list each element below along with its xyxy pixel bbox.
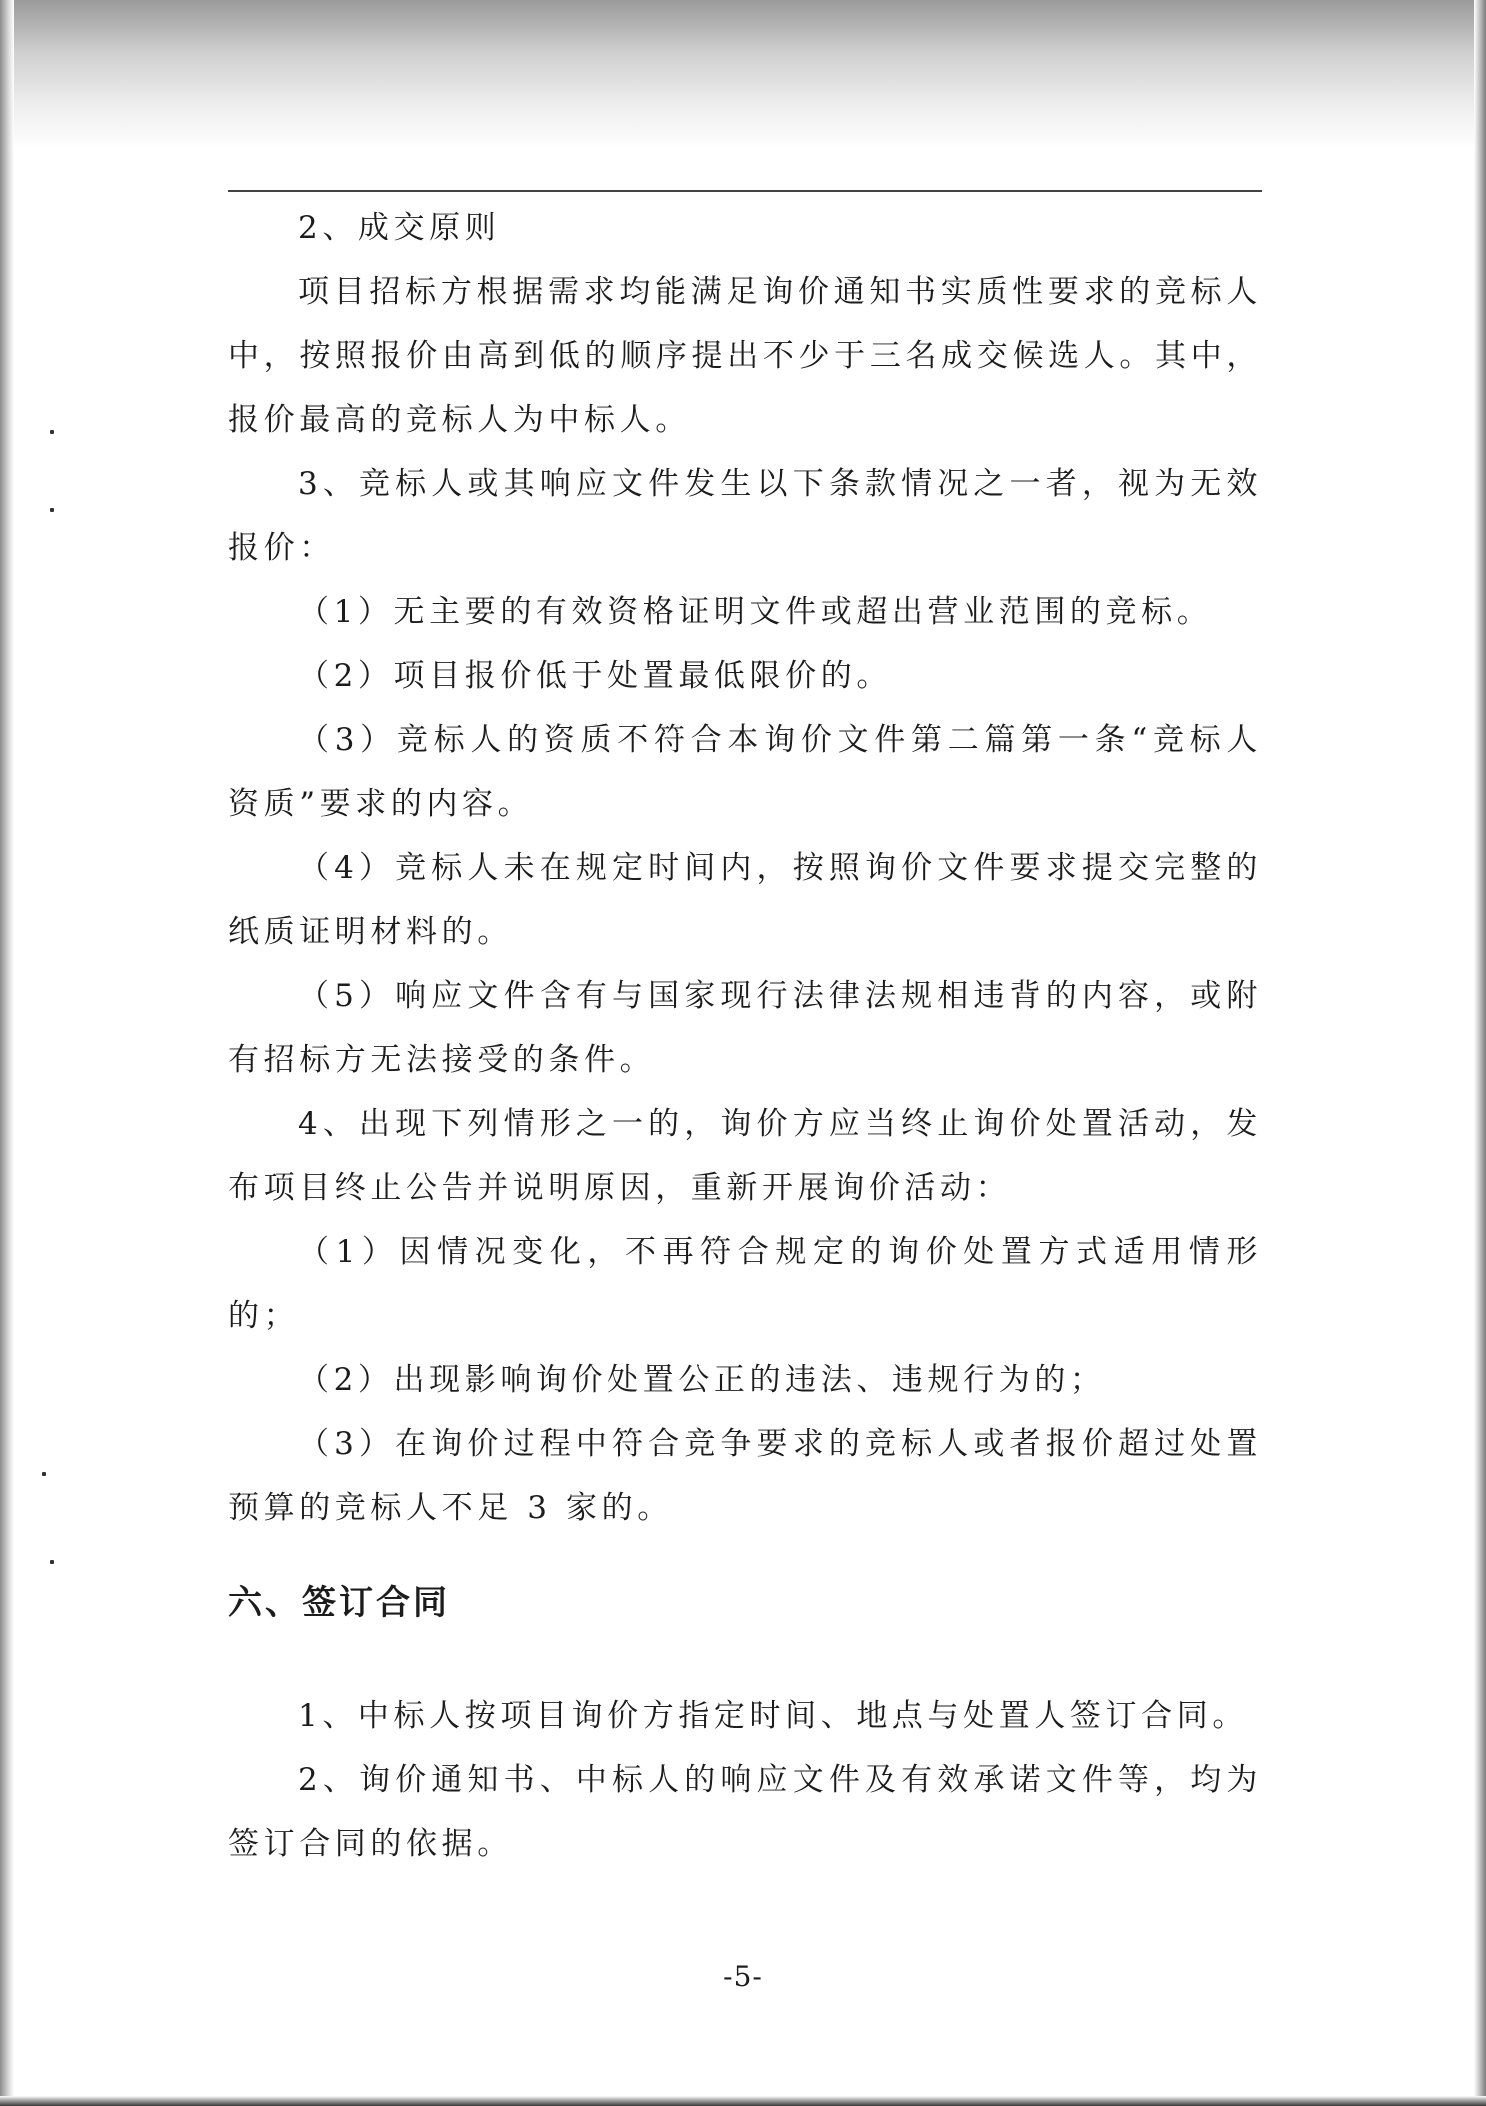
scan-shadow-left (0, 0, 14, 2106)
scan-shadow-bottom (0, 2096, 1486, 2106)
paragraph-termination-conditions: 4、出现下列情形之一的，询价方应当终止询价处置活动，发布项目终止公告并说明原因，重新开展询价活动： (228, 1106, 1262, 1206)
paragraph-transaction-principle-heading: 2、成交原则 (298, 210, 501, 246)
paragraph-invalid-item-5: （5）响应文件含有与国家现行法律法规相违背的内容，或附有招标方无法接受的条件。 (228, 978, 1262, 1078)
scan-shadow-right (1474, 0, 1486, 2106)
paragraph-invalid-quote-conditions: 3、竞标人或其响应文件发生以下条款情况之一者，视为无效报价： (228, 466, 1262, 566)
paragraph-termination-item-1: （1）因情况变化，不再符合规定的询价处置方式适用情形的； (228, 1234, 1262, 1334)
scan-speck (50, 1560, 54, 1564)
scan-shadow-top (0, 0, 1486, 150)
paragraph-contract-basis: 2、询价通知书、中标人的响应文件及有效承诺文件等，均为签订合同的依据。 (228, 1762, 1262, 1862)
paragraph-invalid-item-1: （1）无主要的有效资格证明文件或超出营业范围的竞标。 (298, 594, 1213, 630)
paragraph-invalid-item-2: （2）项目报价低于处置最低限价的。 (298, 658, 892, 694)
document-body (228, 196, 1262, 1876)
paragraph-transaction-principle: 项目招标方根据需求均能满足询价通知书实质性要求的竞标人中，按照报价由高到低的顺序提出不少于三名成交候选人。其中，报价最高的竞标人为中标人。 (228, 274, 1262, 438)
paragraph-invalid-item-4: （4）竞标人未在规定时间内，按照询价文件要求提交完整的纸质证明材料的。 (228, 850, 1262, 950)
section-title-sign-contract: 六、签订合同 (228, 1583, 450, 1623)
scan-speck (50, 508, 54, 512)
scan-speck (42, 1472, 46, 1476)
paragraph-termination-item-3: （3）在询价过程中符合竞争要求的竞标人或者报价超过处置预算的竞标人不足 3 家的。 (228, 1426, 1262, 1526)
paragraph-contract-signing: 1、中标人按项目询价方指定时间、地点与处置人签订合同。 (298, 1698, 1248, 1734)
header-rule (228, 190, 1262, 192)
page-number: -5- (723, 1960, 763, 1993)
paragraph-invalid-item-3: （3）竞标人的资质不符合本询价文件第二篇第一条“竞标人资质”要求的内容。 (228, 722, 1262, 822)
paragraph-termination-item-2: （2）出现影响询价处置公正的违法、违规行为的； (298, 1362, 1106, 1398)
scan-speck (50, 430, 54, 434)
